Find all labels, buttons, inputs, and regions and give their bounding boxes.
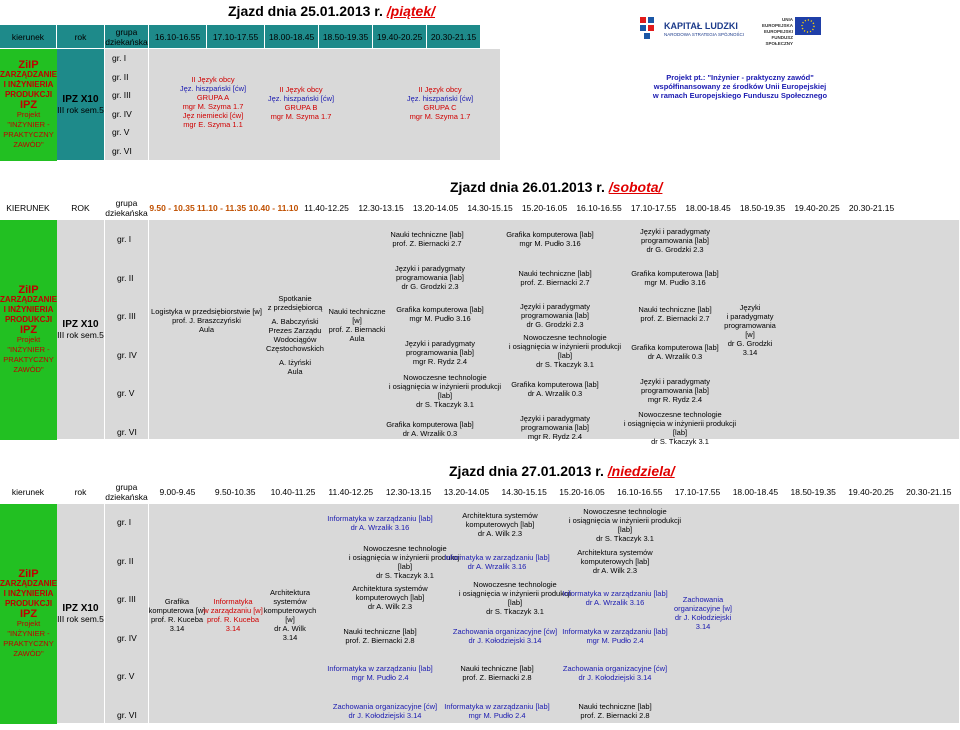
day1-group-1: gr. II — [112, 71, 129, 82]
hdr-rok: rok — [57, 25, 105, 49]
hdr-grupa: grupa dziekańska — [105, 25, 149, 49]
d3-gr5-nt: Nauki techniczne [lab] prof. Z. Biernacki 2.8 — [460, 664, 534, 682]
day3-group-4: gr. V — [117, 671, 135, 681]
d2-gr4-nt: Nowoczesne technologie i osiągnięcia w inżynierii produkcji [lab] dr S. Tkaczyk 3.1 — [508, 333, 622, 369]
d3-gr1-as: Architektura systemów komputerowych [lab] dr A. Wilk 2.3 — [462, 510, 538, 538]
day3-time-7: 15.20-16.05 — [554, 480, 612, 504]
day2-time-b4: 15.20-16.05 — [518, 196, 572, 220]
d2-jp-w: Języki i paradygmaty programowania [w] dr G. Grodzki 3.14 — [724, 303, 776, 357]
d3-gr2-nt: Nowoczesne technologie i osiągnięcia w inżynierii produkcji [lab] dr S. Tkaczyk 3.1 — [348, 544, 462, 580]
hdr3-kierunek: kierunek — [0, 480, 57, 504]
d2-spotkanie: Spotkanie z przedsiębiorcą A. Babczyński Prezes Zarządu Wodociągów Częstochowskich A. Iżyński Aula — [266, 294, 324, 376]
d3-as-w: Architektura systemów komputerowych [w] dr A. Wilk 3.14 — [263, 588, 317, 642]
day3-group-0: gr. I — [117, 517, 132, 527]
day3-time-9: 17.10-17.55 — [669, 480, 727, 504]
day1-lang-c: II Język obcy Jęz. hiszpański [ćw] GRUPA C mgr M. Szyma 1.7 — [406, 85, 474, 121]
d2-gr5-gk: Grafika komputerowa [lab] dr A. Wrzalik 0.3 — [511, 380, 599, 398]
day2-time-b0: 11.40-12.25 — [300, 196, 354, 220]
d3-gr6-zo: Zachowania organizacyjne [ćw] dr J. Kołodziejski 3.14 — [332, 702, 438, 720]
day2-title: Zjazd dnia 26.01.2013 r. /sobota/ — [450, 179, 663, 195]
day2-time-b8: 18.50-19.35 — [736, 196, 790, 220]
day3-rok-box: IPZ X10 III rok sem.5 — [57, 504, 105, 724]
day3-groups-col — [105, 504, 149, 724]
d2-nauki-w: Nauki techniczne [w] prof. Z. Biernacki Aula — [328, 307, 386, 343]
day3-time-2: 10.40-11.25 — [265, 480, 323, 504]
day2-groups-col — [105, 220, 149, 440]
d3-gr4-zo: Zachowania organizacyjne [ćw] dr J. Kołodziejski 3.14 — [452, 627, 558, 645]
day2-time-b6: 17.10-17.55 — [627, 196, 681, 220]
kapital-ludzki-emblem-icon — [638, 15, 660, 43]
d3-gr2-as: Architektura systemów komputerowych [lab] dr A. Wilk 2.3 — [577, 547, 653, 575]
day1-lang-a: II Język obcy Jęz. hiszpański [ćw] GRUPA A mgr M. Szyma 1.7 Jęz niemiecki [ćw] mgr E. Szyma 1.1 — [179, 75, 247, 129]
d2-gr2-gk: Grafika komputerowa [lab] mgr M. Pudło 3.16 — [631, 269, 719, 287]
day2-kierunek-box: ZiIP ZARZĄDZANIE I INŻYNIERIA PRODUKCJI IPZ Projekt "INŻYNIER - PRAKTYCZNY ZAWÓD" — [0, 220, 57, 440]
day2-time-a1: 11.10 - 11.35 — [196, 196, 248, 220]
day2-group-1: gr. II — [117, 272, 134, 283]
day2-group-4: gr. V — [117, 388, 135, 398]
day3-group-2: gr. III — [117, 594, 136, 604]
day3-group-1: gr. II — [117, 555, 134, 566]
d3-gr3-iz: Informatyka w zarządzaniu [lab] dr A. Wrzalik 3.16 — [562, 589, 668, 607]
d3-gr2-iz: Informatyka w zarządzaniu [lab] dr A. Wrzalik 3.16 — [444, 553, 550, 571]
day2-time-a2: 10.40 - 11.10 — [248, 196, 300, 220]
day3-title: Zjazd dnia 27.01.2013 r. /niedziela/ — [449, 463, 675, 479]
day2-time-b9: 19.40-20.25 — [791, 196, 845, 220]
d3-gr3-nt: Nowoczesne technologie i osiągnięcia w inżynierii produkcji [lab] dr S. Tkaczyk 3.1 — [458, 580, 572, 616]
d2-gr4-jp: Języki i paradygmaty programowania [lab] mgr R. Rydz 2.4 — [404, 338, 476, 366]
day3-kierunek-box: ZiIP ZARZĄDZANIE I INŻYNIERIA PRODUKCJI IPZ Projekt "INŻYNIER - PRAKTYCZNY ZAWÓD" — [0, 504, 57, 724]
day1-rok-box: IPZ X10 III rok sem.5 — [57, 49, 105, 161]
day2-time-a0: 9.50 - 10.35 — [149, 196, 196, 220]
d2-gr6-jp: Języki i paradygmaty programowania [lab] mgr R. Rydz 2.4 — [519, 413, 591, 441]
day3-time-4: 12.30-13.15 — [380, 480, 438, 504]
d3-gr4-iz: Informatyka w zarządzaniu [lab] mgr M. Pudło 2.4 — [562, 627, 668, 645]
day3-group-5: gr. VI — [117, 709, 137, 720]
day1-time-5: 20.30-21.15 — [427, 25, 481, 49]
day2-rok-box: IPZ X10 III rok sem.5 — [57, 220, 105, 440]
hdr3-grupa: grupa dziekańska — [105, 480, 149, 504]
d2-gr2-nt: Nauki techniczne [lab] prof. Z. Biernacki 2.7 — [518, 269, 592, 287]
hdr2-grupa: grupa dziekańska — [105, 196, 149, 220]
day1-group-4: gr. V — [112, 127, 130, 137]
hdr2-rok: ROK — [57, 196, 105, 220]
d2-gr3-gk: Grafika komputerowa [lab] mgr M. Pudło 3.16 — [396, 305, 484, 323]
project-info: Projekt pt.: "Inżynier - praktyczny zawód" współfinansowany ze środków Unii Europejskiej w ramach Europejskiego Funduszu Społecznego — [652, 72, 828, 100]
day2-time-b2: 13.20-14.05 — [409, 196, 463, 220]
hdr3-rok: rok — [57, 480, 105, 504]
day3-time-3: 11.40-12.25 — [322, 480, 380, 504]
d2-gr3-nt: Nauki techniczne [lab] prof. Z. Biernacki 2.7 — [638, 305, 712, 323]
day2-time-b5: 16.10-16.55 — [573, 196, 627, 220]
day2-time-b7: 18.00-18.45 — [682, 196, 736, 220]
day1-time-0: 16.10-16.55 — [149, 25, 207, 49]
day1-lang-b: II Język obcy Jęz. hiszpański [ćw] GRUPA B mgr M. Szyma 1.7 — [267, 85, 335, 121]
day3-time-11: 18.50-19.35 — [785, 480, 843, 504]
d3-zo-w: Zachowania organizacyjne [w] dr J. Kołodziejski 3.14 — [674, 594, 732, 631]
day2-time-b3: 14.30-15.15 — [464, 196, 518, 220]
day1-title: Zjazd dnia 25.01.2013 r. /piątek/ — [228, 3, 436, 19]
day2-group-3: gr. IV — [117, 349, 137, 360]
day2-group-0: gr. I — [117, 234, 132, 244]
d3-gr5-zo: Zachowania organizacyjne [ćw] dr J. Kołodziejski 3.14 — [562, 664, 668, 682]
day2-group-5: gr. VI — [117, 426, 137, 437]
day1-time-1: 17.10-17.55 — [207, 25, 265, 49]
d2-logistyka: Logistyka w przedsiębiorstwie [w] prof. J. Braszczyński Aula — [151, 306, 262, 334]
day1-group-0: gr. I — [112, 53, 127, 63]
d3-gr1-iz: Informatyka w zarządzaniu [lab] dr A. Wrzalik 3.16 — [327, 514, 433, 532]
day3-time-5: 13.20-14.05 — [438, 480, 496, 504]
day1-time-4: 19.40-20.25 — [373, 25, 427, 49]
day3-time-6: 14.30-15.15 — [496, 480, 554, 504]
day2-time-b1: 12.30-13.15 — [355, 196, 409, 220]
day3-time-8: 16.10-16.55 — [611, 480, 669, 504]
d3-gr4-nt: Nauki techniczne [lab] prof. Z. Biernacki 2.8 — [343, 627, 417, 645]
day3-time-13: 20.30-21.15 — [900, 480, 958, 504]
day1-group-3: gr. IV — [112, 108, 132, 119]
day1-group-5: gr. VI — [112, 145, 132, 156]
day3-time-0: 9.00-9.45 — [149, 480, 207, 504]
d3-gr3-as: Architektura systemów komputerowych [lab] dr A. Wilk 2.3 — [352, 583, 428, 611]
d2-gr5-jp: Języki i paradygmaty programowania [lab] mgr R. Rydz 2.4 — [639, 376, 711, 404]
d3-gr6-nt: Nauki techniczne [lab] prof. Z. Biernacki 2.8 — [578, 702, 652, 720]
d2-gr1-gk: Grafika komputerowa [lab] mgr M. Pudło 3.16 — [506, 230, 594, 248]
kapital-ludzki-logo: KAPITAŁ LUDZKI NARODOWA STRATEGIA SPÓJNOŚCI — [638, 15, 758, 43]
d3-gr5-iz: Informatyka w zarządzaniu [lab] mgr M. Pudło 2.4 — [327, 664, 433, 682]
eu-logo: UNIA EUROPEJSKA EUROPEJSKI FUNDUSZ SPOŁECZNY — [755, 15, 825, 43]
d3-gr1-nt: Nowoczesne technologie i osiągnięcia w inżynierii produkcji [lab] dr S. Tkaczyk 3.1 — [568, 507, 682, 543]
day1-kierunek-box: ZiIP ZARZĄDZANIE I INŻYNIERIA PRODUKCJI IPZ Projekt "INŻYNIER - PRAKTYCZNY ZAWÓD" — [0, 49, 57, 161]
day3-time-1: 9.50-10.35 — [207, 480, 265, 504]
hdr-kierunek: kierunek — [0, 25, 57, 49]
d2-gr6-gk: Grafika komputerowa [lab] dr A. Wrzalik 0.3 — [386, 420, 474, 438]
day2-group-2: gr. III — [117, 311, 136, 321]
day1-time-3: 18.50-19.35 — [319, 25, 373, 49]
day2-time-b10: 20.30-21.15 — [845, 196, 899, 220]
d3-gr6-iz: Informatyka w zarządzaniu [lab] mgr M. Pudło 2.4 — [444, 702, 550, 720]
d2-gr1-nt: Nauki techniczne [lab] prof. Z. Biernacki 2.7 — [390, 230, 464, 248]
d2-gr3-jp: Języki i paradygmaty programowania [lab] dr G. Grodzki 2.3 — [519, 301, 591, 329]
hdr2-kierunek: KIERUNEK — [0, 196, 57, 220]
d3-iz-w: Informatyka w zarządzaniu [w] prof. R. Kuceba 3.14 — [203, 596, 263, 633]
day1-time-2: 18.00-18.45 — [265, 25, 319, 49]
day1-group-2: gr. III — [112, 90, 131, 100]
eu-flag-icon — [795, 17, 821, 35]
d2-gr1-jp: Języki i paradygmaty programowania [lab] dr G. Grodzki 2.3 — [639, 226, 711, 254]
day3-time-10: 18.00-18.45 — [727, 480, 785, 504]
d2-gr2-jp: Języki i paradygmaty programowania [lab] dr G. Grodzki 2.3 — [394, 263, 466, 291]
day3-time-12: 19.40-20.25 — [843, 480, 901, 504]
d2-gr5-nt: Nowoczesne technologie i osiągnięcia w inżynierii produkcji [lab] dr S. Tkaczyk 3.1 — [388, 373, 502, 409]
day3-group-3: gr. IV — [117, 632, 137, 643]
d2-gr4-gk: Grafika komputerowa [lab] dr A. Wrzalik 0.3 — [631, 343, 719, 361]
d2-gr6-nt: Nowoczesne technologie i osiągnięcia w inżynierii produkcji [lab] dr S. Tkaczyk 3.1 — [623, 410, 737, 446]
d3-gk-w: Grafika komputerowa [w] prof. R. Kuceba 3.14 — [148, 596, 206, 633]
